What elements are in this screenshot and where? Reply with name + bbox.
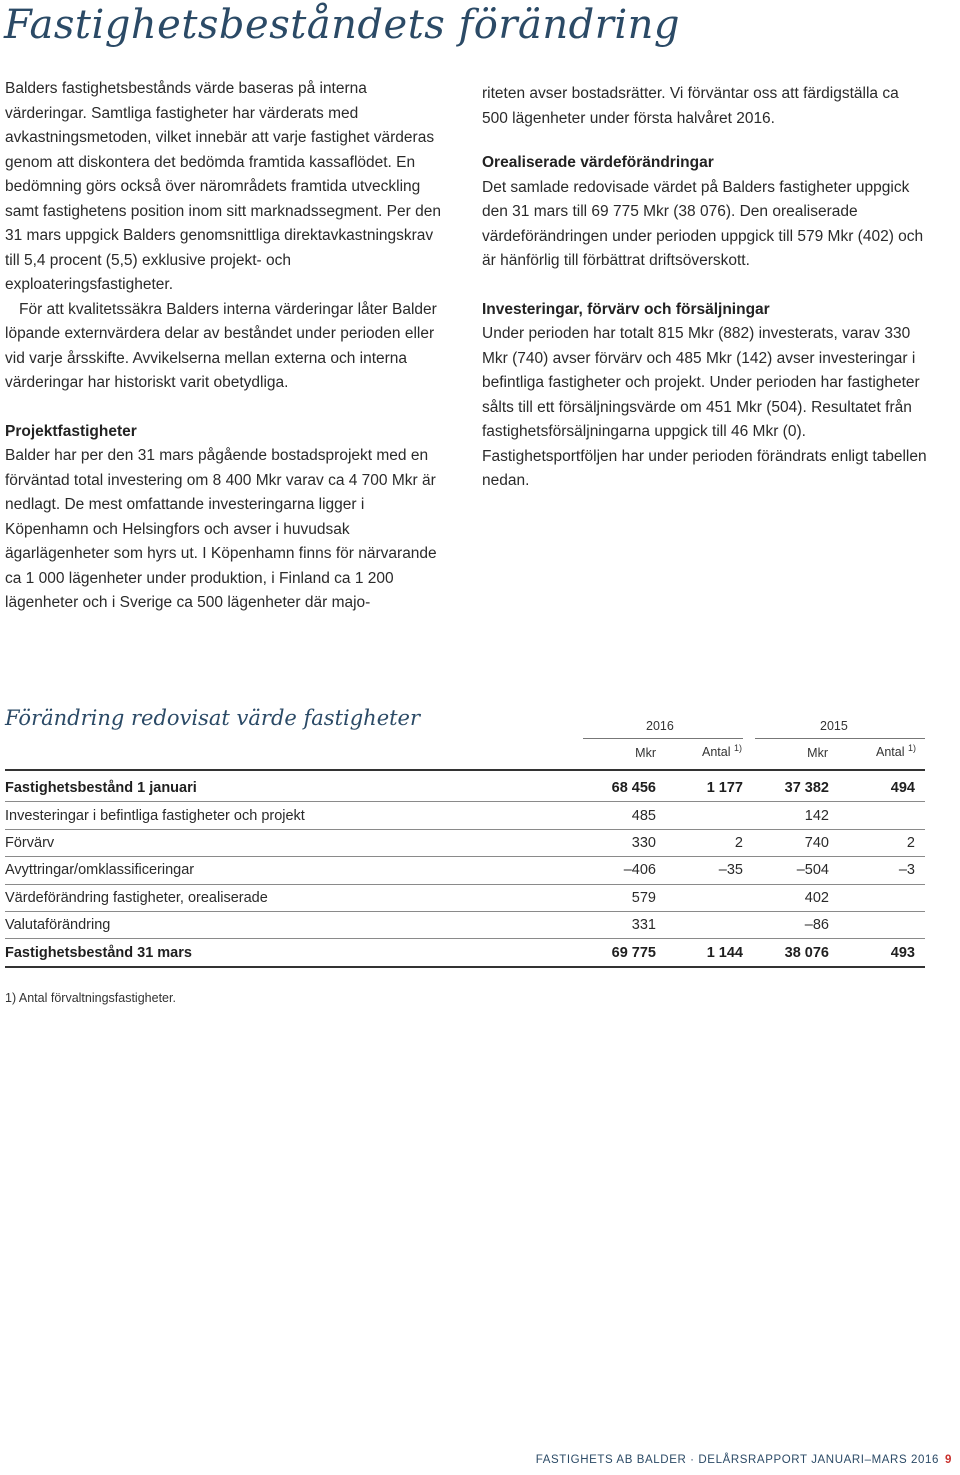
cell-antal-2015 xyxy=(829,884,915,911)
table-row-currency xyxy=(5,911,925,938)
cell-antal-2015 xyxy=(829,911,915,938)
cell-mkr-2016: 69 775 xyxy=(565,939,656,967)
cell-mkr-2015: 402 xyxy=(743,884,829,911)
colhead-antal-2016: Antal $^{1)}$ xyxy=(702,743,742,760)
cell-antal-2015: –3 xyxy=(829,857,915,884)
property-change-table xyxy=(5,775,925,968)
table-row-opening xyxy=(5,775,925,802)
table-footnote: 1) Antal förvaltningsfastigheter. xyxy=(5,991,176,1005)
year-2016-rule xyxy=(583,738,743,739)
table-row-investments xyxy=(5,802,925,829)
table-row-closing xyxy=(5,939,925,967)
row-label: Förvärv xyxy=(5,829,565,856)
row-label: Fastighetsbestånd 31 mars xyxy=(5,939,565,967)
year-2015: 2015 xyxy=(820,719,848,733)
row-label: Värdeförändring fastigheter, orealiserade xyxy=(5,884,565,911)
cell-mkr-2016: 330 xyxy=(565,829,656,856)
cell-mkr-2016: 579 xyxy=(565,884,656,911)
paragraph-continuation: riteten avser bostadsrätter. Vi förväntar oss att färdigställa ca 500 lägenheter under första halvåret 2016. xyxy=(482,85,899,127)
colhead-mkr-2015: Mkr xyxy=(807,746,828,760)
cell-antal-2016: –35 xyxy=(656,857,743,884)
paragraph-external-valuation: För att kvalitetssäkra Balders interna värderingar låter Balder löpande externvärdera delar av beståndet under perioden eller vid varje årsskifte. Avvikelserna mellan externa och interna värderingar har historiskt varit obetydliga. xyxy=(5,300,437,391)
table-row-divestments xyxy=(5,857,925,884)
cell-mkr-2016: 68 456 xyxy=(565,775,656,802)
table-title: Förändring redovisat värde fastigheter xyxy=(5,706,421,730)
cell-antal-2016: 1 177 xyxy=(656,775,743,802)
year-2015-rule xyxy=(755,738,925,739)
row-label: Avyttringar/omklassificeringar xyxy=(5,857,565,884)
paragraph-projects: Balder har per den 31 mars pågående bostadsprojekt med en förväntad total investering om 8 400 Mkr varav ca 4 700 Mkr är nedlagt. De mest omfattande investeringarna ligger i Köpenhamn och Helsingfors och avser i huvudsak ägarlägenheter som hyrs ut. I Köpenhamn finns för närvarande ca 1 000 lägenheter under produktion, i Finland ca 1 200 lägenheter och i Sverige ca 500 lägenheter där majo- xyxy=(5,447,437,611)
cell-antal-2015 xyxy=(829,802,915,829)
heading-projektfastigheter: Projektfastigheter xyxy=(5,422,137,440)
paragraph-valuation: Balders fastighetsbestånds värde baseras på interna värderingar. Samtliga fastigheter har värderats med avkastningsmetoden, vilket innebär att varje fastighet värderas genom att diskontera det bedömda framtida kassaflödet. En bedömning görs också över närområdets framtida utveckling samt fastighetens position inom sitt marknadssegment. Per den 31 mars uppgick Balders genomsnittliga direktavkastningskrav till 5,4 procent (5,5) exklusive projekt- och exploateringsfastigheter. xyxy=(5,80,441,293)
colhead-mkr-2016: Mkr xyxy=(635,746,656,760)
cell-antal-2015: 2 xyxy=(829,829,915,856)
page-footer xyxy=(536,1454,952,1466)
cell-antal-2015: 494 xyxy=(829,775,915,802)
cell-antal-2015: 493 xyxy=(829,939,915,967)
paragraph-investments: Under perioden har totalt 815 Mkr (882) investerats, varav 330 Mkr (740) avser förvärv och 485 Mkr (142) avser investeringar i befintliga fastigheter och projekt. Under perioden har fastigheter sålts till ett försäljningsvärde om 451 Mkr (504). Resultatet från fastighetsförsäljningarna uppgick till 46 Mkr (0). Fastighetsportföljen har under perioden förändrats enligt tabellen nedan. xyxy=(482,325,927,489)
cell-mkr-2016: –406 xyxy=(565,857,656,884)
cell-antal-2016 xyxy=(656,802,743,829)
colhead-antal-2015: Antal $^{1)}$ xyxy=(876,743,916,760)
paragraph-unrealized: Det samlade redovisade värdet på Balders fastigheter uppgick den 31 mars till 69 775 Mkr (38 076). Den orealiserade värdeförändringen under perioden uppgick till 579 Mkr (402) och är hänförlig till förbättrat driftsöverskott. xyxy=(482,178,924,269)
page-title: Fastighetsbeståndets förändring xyxy=(4,2,681,48)
year-2016: 2016 xyxy=(646,719,674,733)
cell-antal-2016: 1 144 xyxy=(656,939,743,967)
row-label: Investeringar i befintliga fastigheter och projekt xyxy=(5,802,565,829)
table-row-acquisitions xyxy=(5,829,925,856)
cell-mkr-2016: 485 xyxy=(565,802,656,829)
cell-antal-2016 xyxy=(656,884,743,911)
footer-text: FASTIGHETS AB BALDER · DELÅRSRAPPORT JANUARI–MARS 2016 xyxy=(535,1454,939,1466)
cell-mkr-2015: 37 382 xyxy=(743,775,829,802)
table-header-rule xyxy=(5,769,925,771)
cell-mkr-2016: 331 xyxy=(565,911,656,938)
left-column xyxy=(5,77,445,616)
cell-mkr-2015: 740 xyxy=(743,829,829,856)
right-column xyxy=(482,82,927,494)
table-row-unrealized xyxy=(5,884,925,911)
row-label: Valutaförändring xyxy=(5,911,565,938)
cell-antal-2016 xyxy=(656,911,743,938)
heading-unrealized: Orealiserade värdeförändringar xyxy=(482,154,714,171)
cell-antal-2016: 2 xyxy=(656,829,743,856)
cell-mkr-2015: 38 076 xyxy=(743,939,829,967)
row-label: Fastighetsbestånd 1 januari xyxy=(5,775,565,802)
cell-mkr-2015: 142 xyxy=(743,802,829,829)
cell-mkr-2015: –86 xyxy=(743,911,829,938)
heading-investments: Investeringar, förvärv och försäljningar xyxy=(482,300,770,318)
cell-mkr-2015: –504 xyxy=(743,857,829,884)
page-number: 9 xyxy=(945,1454,952,1466)
